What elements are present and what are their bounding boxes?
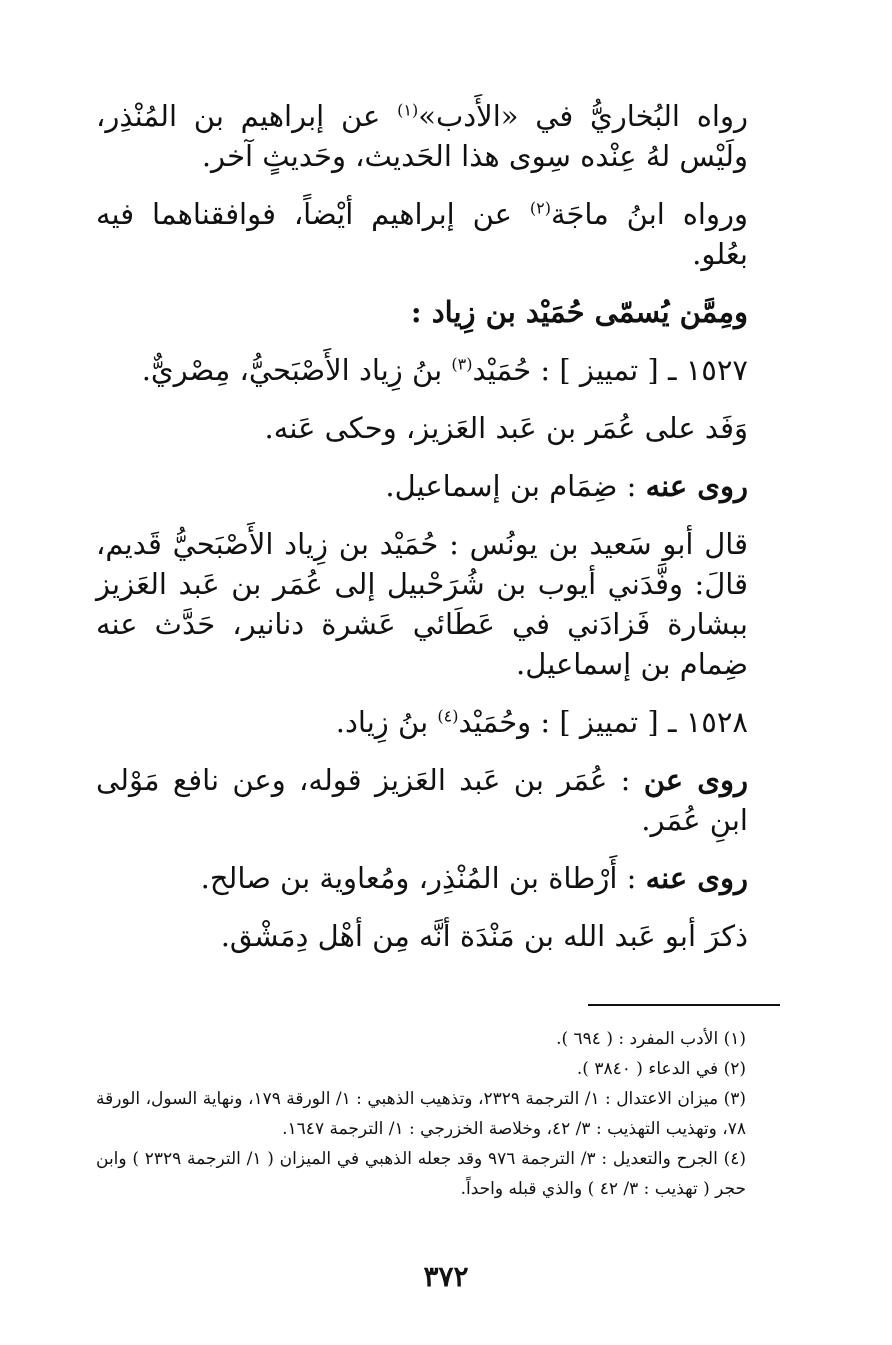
paragraph-ibn-majah: [96, 194, 786, 274]
p9-rest: : عُمَر بن عَبد العَزيز قوله، وعن نافع مَوْلى ابنِ عُمَر.: [96, 763, 748, 837]
footnote-separator: [588, 1004, 780, 1006]
entry-1527-head: ١٥٢٧ ـ [ تمييز ] : حُمَيْد: [472, 353, 748, 387]
footnotes: [96, 1024, 776, 1204]
footnote-1: (١) الأدب المفرد : ( ٦٩٤ ).: [556, 1029, 746, 1049]
entry-1528-rest: بنُ زِياد.: [335, 705, 438, 739]
paragraph-ibn-yunus: قال أبو سَعيد بن يونُس : حُمَيْد بن زِياد الأَصْبَحيُّ قَديم، قالَ: وفَّدَني أيوب بن شُرَحْبيل إلى عُمَر بن عَبد العَزيز ببشارة فَزادَني في عَطَائي عَشرة دنانير، حَدَّث عنه ضِمام بن إسماعيل.: [96, 527, 748, 681]
page-number: ٣٧٢: [423, 1260, 469, 1293]
p6-rest: : ضِمَام بن إسماعيل.: [385, 469, 646, 503]
footnote-ref-3: (٣): [451, 354, 473, 374]
section-heading: ومِمَّن يُسمّى حُمَيْد بن زِياد :: [410, 295, 748, 329]
p6-lead: روى عنه: [645, 469, 748, 503]
p2-text: ورواه ابنُ ماجَة: [550, 197, 748, 231]
paragraph-rawa-anhu-1: [96, 466, 786, 506]
footnote-3: (٣) ميزان الاعتدال : ١/ الترجمة ٢٣٢٩، وتذهيب الذهبي : ١/ الورقة ١٧٩، ونهاية السول، الورقة ٧٨، وتهذيب التهذيب : ٣/ ٤٢، وخلاصة الخزرجي : ١/ الترجمة ١٦٤٧.: [96, 1089, 747, 1139]
entry-1528: [96, 702, 786, 742]
main-text: [96, 96, 786, 956]
p1-text: رواه البُخاريُّ في «الأَدب»: [418, 99, 748, 133]
p9-lead: روى عن: [643, 763, 748, 797]
p10-lead: روى عنه: [645, 861, 748, 895]
paragraph-rawa-an: [96, 760, 786, 840]
entry-1528-head: ١٥٢٨ ـ [ تمييز ] : وحُمَيْد: [458, 705, 748, 739]
paragraph-ibn-manda: ذكرَ أبو عَبد الله بن مَنْدَة أنَّه مِن أهْل دِمَشْق.: [220, 919, 748, 953]
paragraph-rawa-anhu-2: [96, 858, 786, 898]
footnote-2: (٢) في الدعاء ( ٣٨٤٠ ).: [576, 1059, 746, 1079]
entry-1527: [96, 350, 786, 390]
footnote-4: (٤) الجرح والتعديل : ٣/ الترجمة ٩٧٦ وقد جعله الذهبي في الميزان ( ١/ الترجمة ٢٣٢٩ ) وابن حجر ( تهذيب : ٣/ ٤٢ ) والذي قبله واحداً.: [96, 1149, 746, 1199]
paragraph-wafada: وَفَد على عُمَر بن عَبد العَزيز، وحكى عَنه.: [264, 411, 748, 445]
footnote-ref-2: (٢): [529, 198, 551, 218]
p2-rest: عن إبراهيم أيْضاً، فوافقناهما فيه بعُلو.: [96, 197, 748, 271]
p10-rest: : أَرْطاة بن المُنْذِر، ومُعاوية بن صالح.: [200, 861, 646, 895]
entry-1527-rest: بنُ زِياد الأَصْبَحيُّ، مِصْريٌّ.: [141, 353, 452, 387]
footnote-ref-4: (٤): [437, 706, 459, 726]
p1-rest: عن إبراهيم بن المُنْذِر، ولَيْس لهُ عِنْده سِوى هذا الحَديث، وحَديثٍ آخر.: [96, 99, 748, 173]
footnote-ref-1: (١): [397, 100, 419, 120]
paragraph-bukhari: [96, 96, 786, 176]
